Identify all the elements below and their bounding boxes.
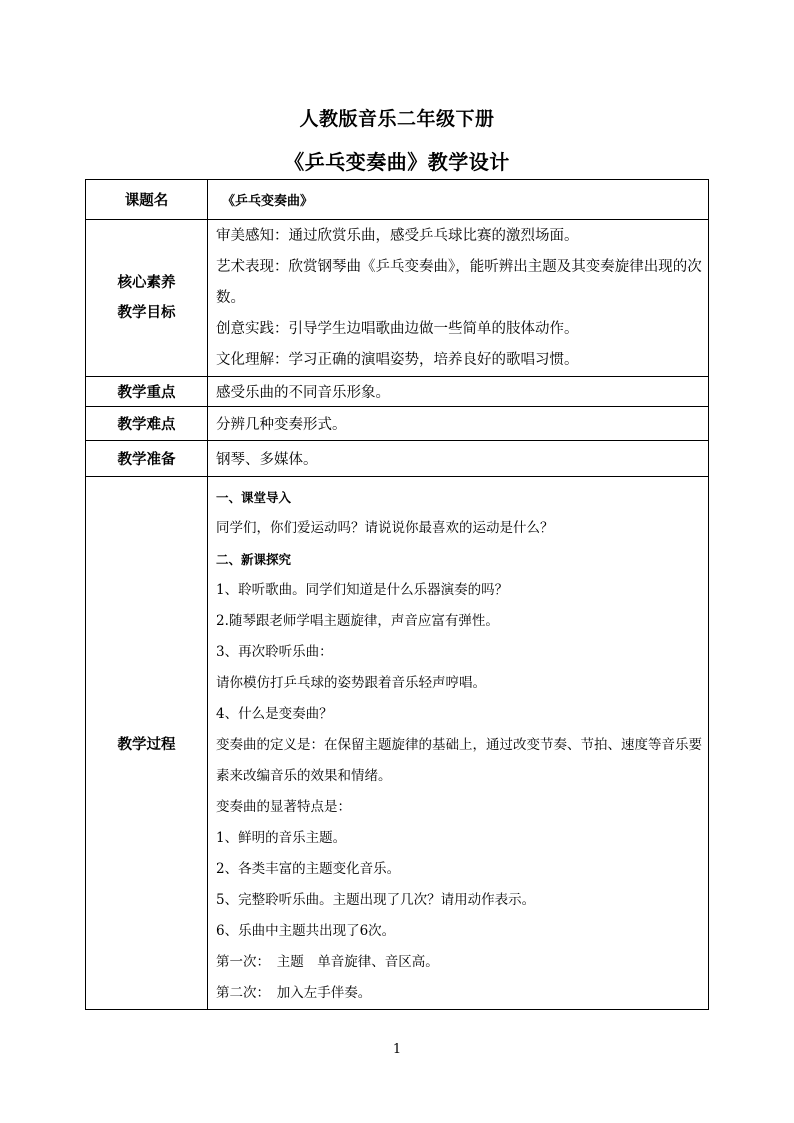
topic-label: 课题名 <box>86 180 208 220</box>
process-line: 1、鲜明的音乐主题。 <box>216 830 347 846</box>
lesson-plan-table <box>85 179 709 1010</box>
goal-item: 艺术表现：欣赏钢琴曲《乒乓变奏曲》，能听辨出主题及其变奏旋律出现的次数。 <box>216 258 702 306</box>
key-points-label: 教学重点 <box>86 377 208 407</box>
row-key-points <box>86 377 709 407</box>
difficulties-value: 分辨几种变奏形式。 <box>208 407 709 441</box>
section-heading: 二、新课探究 <box>216 552 292 567</box>
process-line: 变奏曲的定义是：在保留主题旋律的基础上，通过改变节奏、节拍、速度等音乐要素来改编音乐的效果和情绪。 <box>216 737 702 784</box>
process-line: 变奏曲的显著特点是： <box>216 799 351 815</box>
difficulties-label: 教学难点 <box>86 407 208 441</box>
topic-value: 《乒乓变奏曲》 <box>208 180 709 220</box>
row-difficulties <box>86 407 709 441</box>
row-goals <box>86 220 709 377</box>
process-line: 请你模仿打乒乓球的姿势跟着音乐轻声哼唱。 <box>216 675 486 691</box>
row-topic <box>86 180 709 220</box>
goal-item: 审美感知：通过欣赏乐曲，感受乒乓球比赛的激烈场面。 <box>216 227 579 244</box>
process-label: 教学过程 <box>86 477 208 1010</box>
process-line: 3、再次聆听乐曲： <box>216 644 333 660</box>
goal-item: 文化理解：学习正确的演唱姿势，培养良好的歌唱习惯。 <box>216 351 579 368</box>
process-line: 6、乐曲中主题共出现了6次。 <box>216 923 396 939</box>
process-content <box>208 477 709 1010</box>
goals-label-line2: 教学目标 <box>117 304 176 321</box>
goals-label-line1: 核心素养 <box>117 274 176 291</box>
process-line: 5、完整聆听乐曲。主题出现了几次？请用动作表示。 <box>216 892 536 908</box>
preparation-value: 钢琴、多媒体。 <box>208 441 709 477</box>
process-line: 1、聆听歌曲。同学们知道是什么乐器演奏的吗？ <box>216 582 509 598</box>
page-number: 1 <box>392 1042 402 1057</box>
document-title: 人教版音乐二年级下册 <box>299 108 495 130</box>
process-line: 2、各类丰富的主题变化音乐。 <box>216 861 401 877</box>
process-line: 第一次： 主题 单音旋律、音区高。 <box>216 954 439 970</box>
process-line: 同学们，你们爱运动吗？请说说你最喜欢的运动是什么？ <box>216 520 554 536</box>
document-subtitle: 《乒乓变奏曲》教学设计 <box>284 150 510 174</box>
process-line: 2.随琴跟老师学唱主题旋律，声音应富有弹性。 <box>216 613 499 629</box>
process-line: 4、什么是变奏曲？ <box>216 706 333 722</box>
goals-content <box>208 220 709 377</box>
goals-label <box>86 220 208 377</box>
row-process <box>86 477 709 1010</box>
row-preparation <box>86 441 709 477</box>
goal-item: 创意实践：引导学生边唱歌曲边做一些简单的肢体动作。 <box>216 320 579 337</box>
preparation-label: 教学准备 <box>86 441 208 477</box>
key-points-value: 感受乐曲的不同音乐形象。 <box>208 377 709 407</box>
process-line: 第二次： 加入左手伴奏。 <box>216 985 372 1001</box>
section-heading: 一、课堂导入 <box>216 490 292 505</box>
